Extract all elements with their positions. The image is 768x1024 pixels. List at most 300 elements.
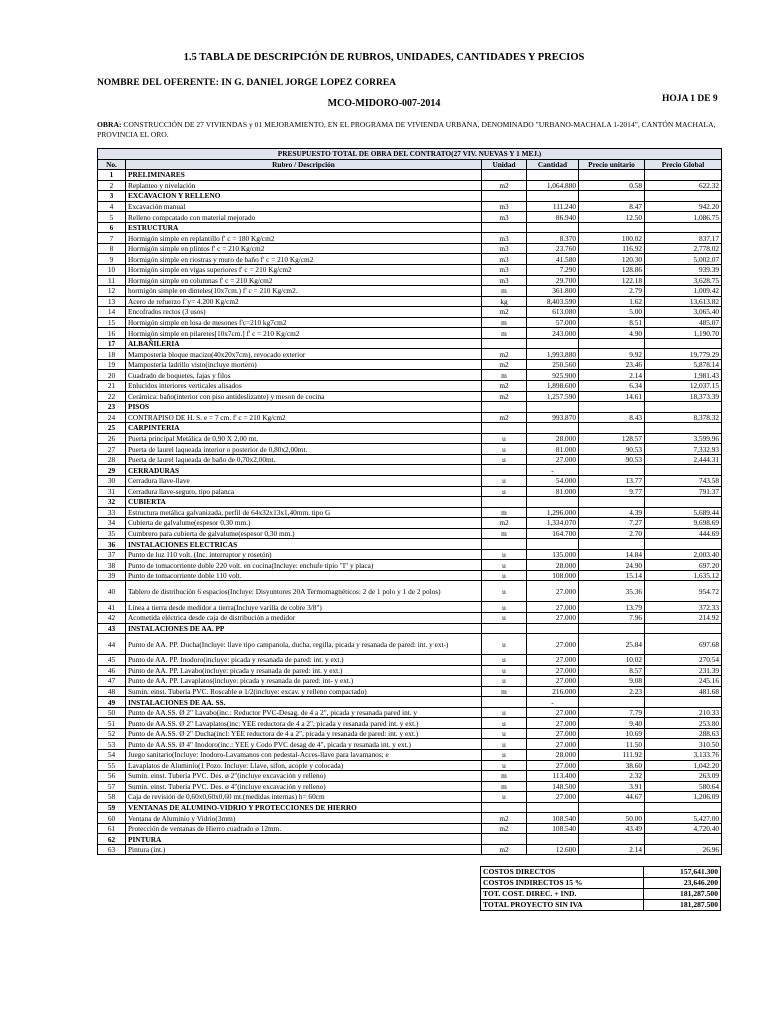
row-description: Encofrados rectos (3 usos) bbox=[126, 307, 482, 318]
row-unit: u bbox=[482, 749, 527, 760]
row-quantity bbox=[527, 802, 579, 813]
row-number: 21 bbox=[98, 381, 126, 392]
row-global-price: 485.07 bbox=[645, 317, 722, 328]
row-quantity bbox=[527, 423, 579, 434]
row-number: 9 bbox=[98, 254, 126, 265]
row-quantity: 216.000 bbox=[527, 686, 579, 697]
row-unit-price: 128.57 bbox=[579, 433, 645, 444]
row-number: 32 bbox=[98, 497, 126, 508]
row-global-price: 481.68 bbox=[645, 686, 722, 697]
row-unit-price bbox=[579, 170, 645, 181]
table-row bbox=[98, 254, 722, 265]
row-description: Punto de AA. PP. Lavabo(incluye: picada y resanada de pared: int. y ext.) bbox=[126, 665, 482, 676]
totals-body bbox=[481, 867, 721, 911]
section-row bbox=[98, 802, 722, 813]
row-unit-price: 43.49 bbox=[579, 823, 645, 834]
budget-table-wrapper bbox=[97, 148, 721, 855]
row-quantity: 27.000 bbox=[527, 739, 579, 750]
budget-table bbox=[97, 148, 722, 855]
row-description: Puerta principal Metálica de 0,90 X 2,00 mt. bbox=[126, 433, 482, 444]
section-row bbox=[98, 539, 722, 550]
row-number: 23 bbox=[98, 402, 126, 413]
row-global-price: 253.80 bbox=[645, 718, 722, 729]
row-global-price: 1,190.70 bbox=[645, 328, 722, 339]
row-unit: u bbox=[482, 707, 527, 718]
row-unit: m3 bbox=[482, 275, 527, 286]
row-unit: u bbox=[482, 760, 527, 771]
row-unit-price: 90.53 bbox=[579, 454, 645, 465]
row-global-price: 1,086.75 bbox=[645, 212, 722, 223]
row-number: 52 bbox=[98, 728, 126, 739]
row-quantity: 27.000 bbox=[527, 728, 579, 739]
row-number: 7 bbox=[98, 233, 126, 244]
document-code: MCO-MIDORO-007-2014 bbox=[327, 98, 441, 109]
row-number: 46 bbox=[98, 665, 126, 676]
row-quantity: 81.000 bbox=[527, 444, 579, 455]
totals-row bbox=[481, 867, 721, 878]
bidder-name: NOMBRE DEL OFERENTE: IN G. DANIEL JORGE LOPEZ CORREA bbox=[97, 78, 397, 88]
table-row bbox=[98, 359, 722, 370]
row-unit-price: 5.00 bbox=[579, 307, 645, 318]
table-row bbox=[98, 349, 722, 360]
row-unit-price: 44.67 bbox=[579, 792, 645, 803]
row-quantity: 86.940 bbox=[527, 212, 579, 223]
row-number: 3 bbox=[98, 191, 126, 202]
row-unit: u bbox=[482, 433, 527, 444]
row-global-price: 26.96 bbox=[645, 844, 722, 855]
row-global-price: 5,427.00 bbox=[645, 813, 722, 824]
row-unit-price: 3.91 bbox=[579, 781, 645, 792]
table-banner: PRESUPUESTO TOTAL DE OBRA DEL CONTRATO(27 VIV. NUEVAS Y 1 MEJ.) bbox=[98, 149, 722, 160]
row-description: Protección de ventanas de Hierro cuadrado ø 12mm. bbox=[126, 823, 482, 834]
row-unit-price: 2.79 bbox=[579, 286, 645, 297]
row-global-price: 245.16 bbox=[645, 676, 722, 687]
row-description: Enlucidos interiores verticales alisados bbox=[126, 381, 482, 392]
table-row bbox=[98, 212, 722, 223]
row-unit-price: 2.32 bbox=[579, 771, 645, 782]
row-global-price: 1,635.12 bbox=[645, 570, 722, 581]
table-row bbox=[98, 792, 722, 803]
row-quantity: 1,993.880 bbox=[527, 349, 579, 360]
totals-label: TOTAL PROYECTO SIN IVA bbox=[481, 900, 644, 911]
row-number: 59 bbox=[98, 802, 126, 813]
row-description: Hormigón simple en riostras y muro de baño f' c = 210 Kg/cm2 bbox=[126, 254, 482, 265]
row-description: Punto de AA. PP. Inodoro(incluye: picada y resanada de pared: int. y ext.) bbox=[126, 655, 482, 666]
row-unit: u bbox=[482, 444, 527, 455]
row-quantity: 993.870 bbox=[527, 412, 579, 423]
page-number: HOJA 1 DE 9 bbox=[662, 94, 718, 104]
totals-row bbox=[481, 878, 721, 889]
row-number: 19 bbox=[98, 359, 126, 370]
row-description: Cerradura llave-llave bbox=[126, 475, 482, 486]
row-unit: m3 bbox=[482, 254, 527, 265]
row-unit: m2 bbox=[482, 180, 527, 191]
row-global-price: 939.39 bbox=[645, 265, 722, 276]
row-unit: m2 bbox=[482, 813, 527, 824]
row-unit: m2 bbox=[482, 518, 527, 529]
row-unit bbox=[482, 697, 527, 708]
row-description: CONTRAPISO DE H. S. e = 7 cm. f' c = 210 Kg/cm2 bbox=[126, 412, 482, 423]
table-row bbox=[98, 433, 722, 444]
row-description: Punto de AA.SS. Ø 4" Inodoro(inc.: YEE y Codo PVC desag de 4", picada y resanada int. y ext.) bbox=[126, 739, 482, 750]
row-global-price: 288.63 bbox=[645, 728, 722, 739]
row-quantity: 27.000 bbox=[527, 718, 579, 729]
row-number: 22 bbox=[98, 391, 126, 402]
row-description: CERRADURAS bbox=[126, 465, 482, 476]
row-unit-price bbox=[579, 623, 645, 634]
row-unit: m3 bbox=[482, 233, 527, 244]
row-unit: m bbox=[482, 317, 527, 328]
row-description: INSTALACIONES DE AA. PP bbox=[126, 623, 482, 634]
row-global-price: 1,206.09 bbox=[645, 792, 722, 803]
row-global-price bbox=[645, 697, 722, 708]
row-quantity: 243.000 bbox=[527, 328, 579, 339]
row-description: INSTALACIONES ELECTRICAS bbox=[126, 539, 482, 550]
row-quantity: 8,403.590 bbox=[527, 296, 579, 307]
row-description: Cerradura llave-seguro, tipo palanca bbox=[126, 486, 482, 497]
row-quantity: 164.700 bbox=[527, 528, 579, 539]
row-global-price bbox=[645, 191, 722, 202]
row-unit-price bbox=[579, 539, 645, 550]
row-global-price bbox=[645, 497, 722, 508]
row-quantity: 108.540 bbox=[527, 813, 579, 824]
row-description: CUBIERTA bbox=[126, 497, 482, 508]
row-unit: m bbox=[482, 771, 527, 782]
row-unit: u bbox=[482, 570, 527, 581]
row-description: ESTRUCTURA bbox=[126, 222, 482, 233]
table-row bbox=[98, 655, 722, 666]
row-unit-price: 24.90 bbox=[579, 560, 645, 571]
row-description: Hormigón simple en replantillo f' c = 180 Kg/cm2 bbox=[126, 233, 482, 244]
row-number: 15 bbox=[98, 317, 126, 328]
row-global-price: 210.33 bbox=[645, 707, 722, 718]
row-number: 56 bbox=[98, 771, 126, 782]
row-quantity bbox=[527, 222, 579, 233]
table-row bbox=[98, 686, 722, 697]
row-global-price: 3,599.96 bbox=[645, 433, 722, 444]
row-unit bbox=[482, 539, 527, 550]
table-row bbox=[98, 844, 722, 855]
row-unit: u bbox=[482, 581, 527, 602]
document-title: 1.5 TABLA DE DESCRIPCIÓN DE RUBROS, UNIDADES, CANTIDADES Y PRECIOS bbox=[183, 52, 585, 63]
row-unit: m bbox=[482, 507, 527, 518]
row-number: 5 bbox=[98, 212, 126, 223]
row-global-price: 372.33 bbox=[645, 602, 722, 613]
row-global-price: 2,444.31 bbox=[645, 454, 722, 465]
table-row bbox=[98, 201, 722, 212]
row-global-price: 9,698.69 bbox=[645, 518, 722, 529]
row-description: Juego sanitario(Incluye: Inodoro-Lavamanos con pedestal-Acces-llave para lavamanos; e bbox=[126, 749, 482, 760]
table-row bbox=[98, 370, 722, 381]
row-quantity: 111.240 bbox=[527, 201, 579, 212]
totals-row bbox=[481, 900, 721, 911]
row-global-price: 622.32 bbox=[645, 180, 722, 191]
row-quantity: 148.500 bbox=[527, 781, 579, 792]
row-description: PRELIMINARES bbox=[126, 170, 482, 181]
row-global-price bbox=[645, 222, 722, 233]
section-row bbox=[98, 222, 722, 233]
row-unit-price: 0.58 bbox=[579, 180, 645, 191]
table-row bbox=[98, 243, 722, 254]
row-unit-price bbox=[579, 465, 645, 476]
row-quantity: 27.000 bbox=[527, 676, 579, 687]
section-row bbox=[98, 697, 722, 708]
row-number: 25 bbox=[98, 423, 126, 434]
row-global-price: 3,133.76 bbox=[645, 749, 722, 760]
row-number: 18 bbox=[98, 349, 126, 360]
row-unit-price: 2.14 bbox=[579, 844, 645, 855]
row-description: Excavación manual bbox=[126, 201, 482, 212]
table-row bbox=[98, 728, 722, 739]
row-unit-price: 12.50 bbox=[579, 212, 645, 223]
row-unit-price: 9.92 bbox=[579, 349, 645, 360]
row-number: 30 bbox=[98, 475, 126, 486]
row-unit: u bbox=[482, 549, 527, 560]
table-row bbox=[98, 180, 722, 191]
table-row bbox=[98, 286, 722, 297]
row-quantity: 28.000 bbox=[527, 749, 579, 760]
section-row bbox=[98, 834, 722, 845]
row-quantity: 27.000 bbox=[527, 655, 579, 666]
row-unit-price bbox=[579, 802, 645, 813]
row-unit: m bbox=[482, 781, 527, 792]
row-unit-price: 7.27 bbox=[579, 518, 645, 529]
table-row bbox=[98, 560, 722, 571]
row-number: 44 bbox=[98, 634, 126, 655]
row-quantity: 27.000 bbox=[527, 602, 579, 613]
row-quantity: 1,064.880 bbox=[527, 180, 579, 191]
section-row bbox=[98, 623, 722, 634]
row-number: 35 bbox=[98, 528, 126, 539]
row-global-price: 697.20 bbox=[645, 560, 722, 571]
row-quantity: 613.080 bbox=[527, 307, 579, 318]
row-number: 16 bbox=[98, 328, 126, 339]
table-row bbox=[98, 823, 722, 834]
row-number: 40 bbox=[98, 581, 126, 602]
table-row bbox=[98, 813, 722, 824]
row-global-price: 1,009.42 bbox=[645, 286, 722, 297]
table-row bbox=[98, 707, 722, 718]
row-description: Punto de AA.SS. Ø 2" Ducha(incl: YEE reductora de 4 a 2", picada y resanada de pared: int. y ext.) bbox=[126, 728, 482, 739]
totals-label: COSTOS DIRECTOS bbox=[481, 867, 644, 878]
section-row bbox=[98, 465, 722, 476]
row-number: 53 bbox=[98, 739, 126, 750]
row-unit-price: 9.40 bbox=[579, 718, 645, 729]
row-number: 26 bbox=[98, 433, 126, 444]
row-quantity: 27.000 bbox=[527, 581, 579, 602]
table-row bbox=[98, 381, 722, 392]
table-row bbox=[98, 275, 722, 286]
row-quantity: 361.800 bbox=[527, 286, 579, 297]
row-description: Sumin. einst. Tubería PVC. Roscable ø 1/2(incluye: excav. y relleno compactado) bbox=[126, 686, 482, 697]
row-description: Puerta de laurel laqueada interior o posterior de 0,80x2,00mt. bbox=[126, 444, 482, 455]
row-number: 17 bbox=[98, 338, 126, 349]
row-description: Acometida eléctrica desde caja de distribución a medidor bbox=[126, 612, 482, 623]
row-number: 36 bbox=[98, 539, 126, 550]
row-number: 54 bbox=[98, 749, 126, 760]
row-number: 31 bbox=[98, 486, 126, 497]
row-description: Acero de refuerzo f`y= 4.200 Kg/cm2 bbox=[126, 296, 482, 307]
row-number: 20 bbox=[98, 370, 126, 381]
section-row bbox=[98, 402, 722, 413]
row-description: Hormigón simple en vigas superiores f' c = 210 Kg/cm2 bbox=[126, 265, 482, 276]
row-number: 42 bbox=[98, 612, 126, 623]
row-description: Punto de luz 110 volt. (Inc. interruptor y rosetón) bbox=[126, 549, 482, 560]
row-unit-price bbox=[579, 191, 645, 202]
row-unit: u bbox=[482, 655, 527, 666]
row-global-price: 231.39 bbox=[645, 665, 722, 676]
row-global-price: 942.20 bbox=[645, 201, 722, 212]
table-row bbox=[98, 391, 722, 402]
row-unit-price: 4.39 bbox=[579, 507, 645, 518]
row-number: 2 bbox=[98, 180, 126, 191]
row-unit: u bbox=[482, 739, 527, 750]
table-row bbox=[98, 665, 722, 676]
row-quantity: 7.290 bbox=[527, 265, 579, 276]
row-global-price bbox=[645, 338, 722, 349]
row-unit bbox=[482, 623, 527, 634]
row-global-price: 4,720.40 bbox=[645, 823, 722, 834]
row-quantity bbox=[527, 539, 579, 550]
row-description: Estructura metálica galvanizada, perfil de 64x32x13x1,40mm. tipo G bbox=[126, 507, 482, 518]
row-unit: u bbox=[482, 486, 527, 497]
row-unit bbox=[482, 170, 527, 181]
row-number: 48 bbox=[98, 686, 126, 697]
row-unit: u bbox=[482, 728, 527, 739]
row-quantity: 1,257.590 bbox=[527, 391, 579, 402]
row-description: INSTALACIONES DE AA. SS. bbox=[126, 697, 482, 708]
row-number: 55 bbox=[98, 760, 126, 771]
row-description: ALBAÑILERIA bbox=[126, 338, 482, 349]
row-unit-price: 8.57 bbox=[579, 665, 645, 676]
row-unit: m bbox=[482, 328, 527, 339]
row-unit: u bbox=[482, 665, 527, 676]
row-quantity: 108.540 bbox=[527, 823, 579, 834]
row-unit: u bbox=[482, 602, 527, 613]
table-row bbox=[98, 718, 722, 729]
table-row bbox=[98, 528, 722, 539]
row-unit-price: 90.53 bbox=[579, 444, 645, 455]
row-description: EXCAVACION Y RELLENO bbox=[126, 191, 482, 202]
row-unit: m3 bbox=[482, 243, 527, 254]
row-unit: u bbox=[482, 454, 527, 465]
totals-row bbox=[481, 889, 721, 900]
row-unit: m3 bbox=[482, 265, 527, 276]
table-row bbox=[98, 570, 722, 581]
row-number: 39 bbox=[98, 570, 126, 581]
row-number: 58 bbox=[98, 792, 126, 803]
row-global-price bbox=[645, 170, 722, 181]
row-global-price: 3,628.75 bbox=[645, 275, 722, 286]
row-number: 14 bbox=[98, 307, 126, 318]
row-description: Relleno compcatado con material mejorado bbox=[126, 212, 482, 223]
row-global-price: 7,332.93 bbox=[645, 444, 722, 455]
header-global-price: Precio Global bbox=[645, 159, 722, 170]
row-quantity bbox=[527, 834, 579, 845]
row-description: Cubierta de galvalume(espesor 0,30 mm.) bbox=[126, 518, 482, 529]
row-unit-price bbox=[579, 222, 645, 233]
totals-value: 23,646.200 bbox=[644, 878, 721, 889]
row-unit: m2 bbox=[482, 359, 527, 370]
row-unit: m bbox=[482, 286, 527, 297]
row-description: Ventana de Aluminio y Vidrio(3mm) bbox=[126, 813, 482, 824]
row-global-price: 5,689.44 bbox=[645, 507, 722, 518]
row-unit-price: 13.79 bbox=[579, 602, 645, 613]
row-unit-price: 35.36 bbox=[579, 581, 645, 602]
section-row bbox=[98, 497, 722, 508]
row-unit-price: 38.60 bbox=[579, 760, 645, 771]
row-unit: m2 bbox=[482, 844, 527, 855]
row-global-price bbox=[645, 539, 722, 550]
row-quantity: 57.000 bbox=[527, 317, 579, 328]
row-unit-price: 4.90 bbox=[579, 328, 645, 339]
table-row bbox=[98, 265, 722, 276]
row-unit-price bbox=[579, 338, 645, 349]
row-quantity: 28.000 bbox=[527, 433, 579, 444]
row-unit-price: 7.96 bbox=[579, 612, 645, 623]
row-unit: m2 bbox=[482, 307, 527, 318]
row-unit-price: 2.23 bbox=[579, 686, 645, 697]
row-unit-price: 23.46 bbox=[579, 359, 645, 370]
row-unit-price: 11.50 bbox=[579, 739, 645, 750]
row-number: 61 bbox=[98, 823, 126, 834]
row-quantity: 23.760 bbox=[527, 243, 579, 254]
table-row bbox=[98, 444, 722, 455]
row-quantity: 27.000 bbox=[527, 760, 579, 771]
row-description: Pintura (int.) bbox=[126, 844, 482, 855]
row-quantity: - bbox=[527, 465, 579, 476]
table-row bbox=[98, 317, 722, 328]
row-description: VENTANAS DE ALUMINO-VIDRIO Y PROTECCIONES DE HIERRO bbox=[126, 802, 482, 813]
row-description: Punto de AA. PP. Ducha(Incluye: llave tipo campanola, ducha, regilla, picada y resanada de pared: int. y ext-) bbox=[126, 634, 482, 655]
row-number: 12 bbox=[98, 286, 126, 297]
table-row bbox=[98, 328, 722, 339]
row-global-price: 310.50 bbox=[645, 739, 722, 750]
row-description: Cumbrero para cubierta de galvalume(espesor 0,30 mm.) bbox=[126, 528, 482, 539]
row-number: 10 bbox=[98, 265, 126, 276]
row-description: Punto de AA.SS. Ø 2" Lavabo(inc.: Reductor PVC-Desag. de 4 a 2", picada y resanada pared int. y bbox=[126, 707, 482, 718]
table-row bbox=[98, 739, 722, 750]
row-global-price: 263.09 bbox=[645, 771, 722, 782]
row-unit-price: 2.14 bbox=[579, 370, 645, 381]
row-quantity: 1,334.070 bbox=[527, 518, 579, 529]
row-number: 6 bbox=[98, 222, 126, 233]
row-global-price: 1,042.20 bbox=[645, 760, 722, 771]
row-global-price: 8,378.32 bbox=[645, 412, 722, 423]
row-number: 51 bbox=[98, 718, 126, 729]
row-global-price: 580.64 bbox=[645, 781, 722, 792]
row-global-price bbox=[645, 423, 722, 434]
row-description: Cuadrado de boquetes, fajas y filos bbox=[126, 370, 482, 381]
row-global-price: 13,613.82 bbox=[645, 296, 722, 307]
row-number: 8 bbox=[98, 243, 126, 254]
row-global-price: 1,981.43 bbox=[645, 370, 722, 381]
row-quantity: 27.000 bbox=[527, 634, 579, 655]
row-unit-price: 2.70 bbox=[579, 528, 645, 539]
row-global-price: 19,779.29 bbox=[645, 349, 722, 360]
row-global-price: 5,878.14 bbox=[645, 359, 722, 370]
header-quantity: Cantidad bbox=[527, 159, 579, 170]
row-description: Caja de revisión de 0,60x0,60x0,60 mt.(medidas internas) h= 60cm bbox=[126, 792, 482, 803]
row-quantity: 113.400 bbox=[527, 771, 579, 782]
row-number: 47 bbox=[98, 676, 126, 687]
obra-label: OBRA: bbox=[97, 120, 122, 129]
row-unit-price bbox=[579, 697, 645, 708]
row-quantity: 250.560 bbox=[527, 359, 579, 370]
row-quantity: 925.900 bbox=[527, 370, 579, 381]
row-number: 4 bbox=[98, 201, 126, 212]
row-quantity: 8.370 bbox=[527, 233, 579, 244]
